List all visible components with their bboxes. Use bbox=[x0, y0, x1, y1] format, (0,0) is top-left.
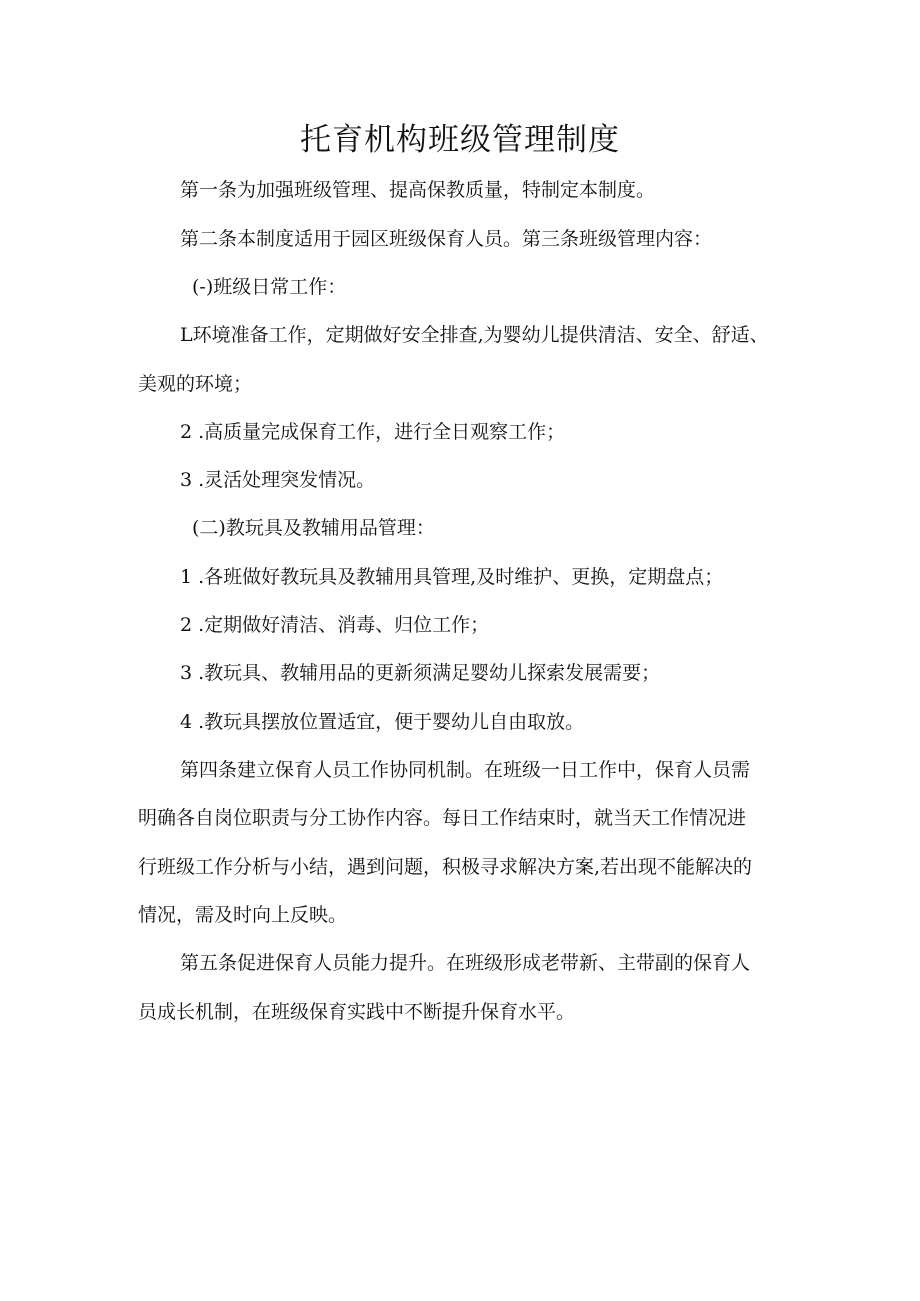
article-5-line-1: 第五条促进保育人员能力提升。在班级形成老带新、主带副的保育人 bbox=[180, 952, 751, 974]
article-5-line-2: 员成长机制，在班级保育实践中不断提升保育水平。 bbox=[138, 1001, 576, 1023]
section-2-heading: (二)教玩具及教辅用品管理： bbox=[192, 517, 435, 539]
document-title: 托育机构班级管理制度 bbox=[300, 122, 620, 158]
article-4-line-3: 行班级工作分析与小结，遇到问题，积极寻求解决方案,若出现不能解决的 bbox=[138, 856, 753, 878]
article-2-line: 第二条本制度适用于园区班级保育人员。第三条班级管理内容： bbox=[180, 228, 713, 250]
section-1-item-1-line-1: L环境准备工作，定期做好安全排查,为婴幼儿提供清洁、安全、舒适、 bbox=[180, 324, 769, 346]
article-4-line-1: 第四条建立保育人员工作协同机制。在班级一日工作中，保育人员需 bbox=[180, 759, 751, 781]
article-4-line-4: 情况，需及时向上反映。 bbox=[138, 904, 348, 926]
article-4-line-2: 明确各自岗位职责与分工协作内容。每日工作结束时，就当天工作情况进 bbox=[138, 807, 747, 829]
section-1-heading: (-)班级日常工作： bbox=[192, 276, 347, 298]
section-2-item-4: 4 .教玩具摆放位置适宜，便于婴幼儿自由取放。 bbox=[180, 711, 585, 733]
section-2-item-1: 1 .各班做好教玩具及教辅用具管理,及时维护、更换，定期盘点； bbox=[180, 566, 724, 588]
section-1-item-1-line-2: 美观的环境； bbox=[138, 373, 253, 395]
section-1-item-3: 3 .灵活处理突发情况。 bbox=[180, 469, 376, 491]
section-2-item-3: 3 .教玩具、教辅用品的更新须满足婴幼儿探索发展需要； bbox=[180, 662, 661, 684]
section-2-item-2: 2 .定期做好清洁、消毒、归位工作； bbox=[180, 614, 490, 636]
article-1-line: 第一条为加强班级管理、提高保教质量，特制定本制度。 bbox=[180, 179, 656, 201]
section-1-item-2: 2 .高质量完成保育工作，进行全日观察工作； bbox=[180, 421, 566, 443]
